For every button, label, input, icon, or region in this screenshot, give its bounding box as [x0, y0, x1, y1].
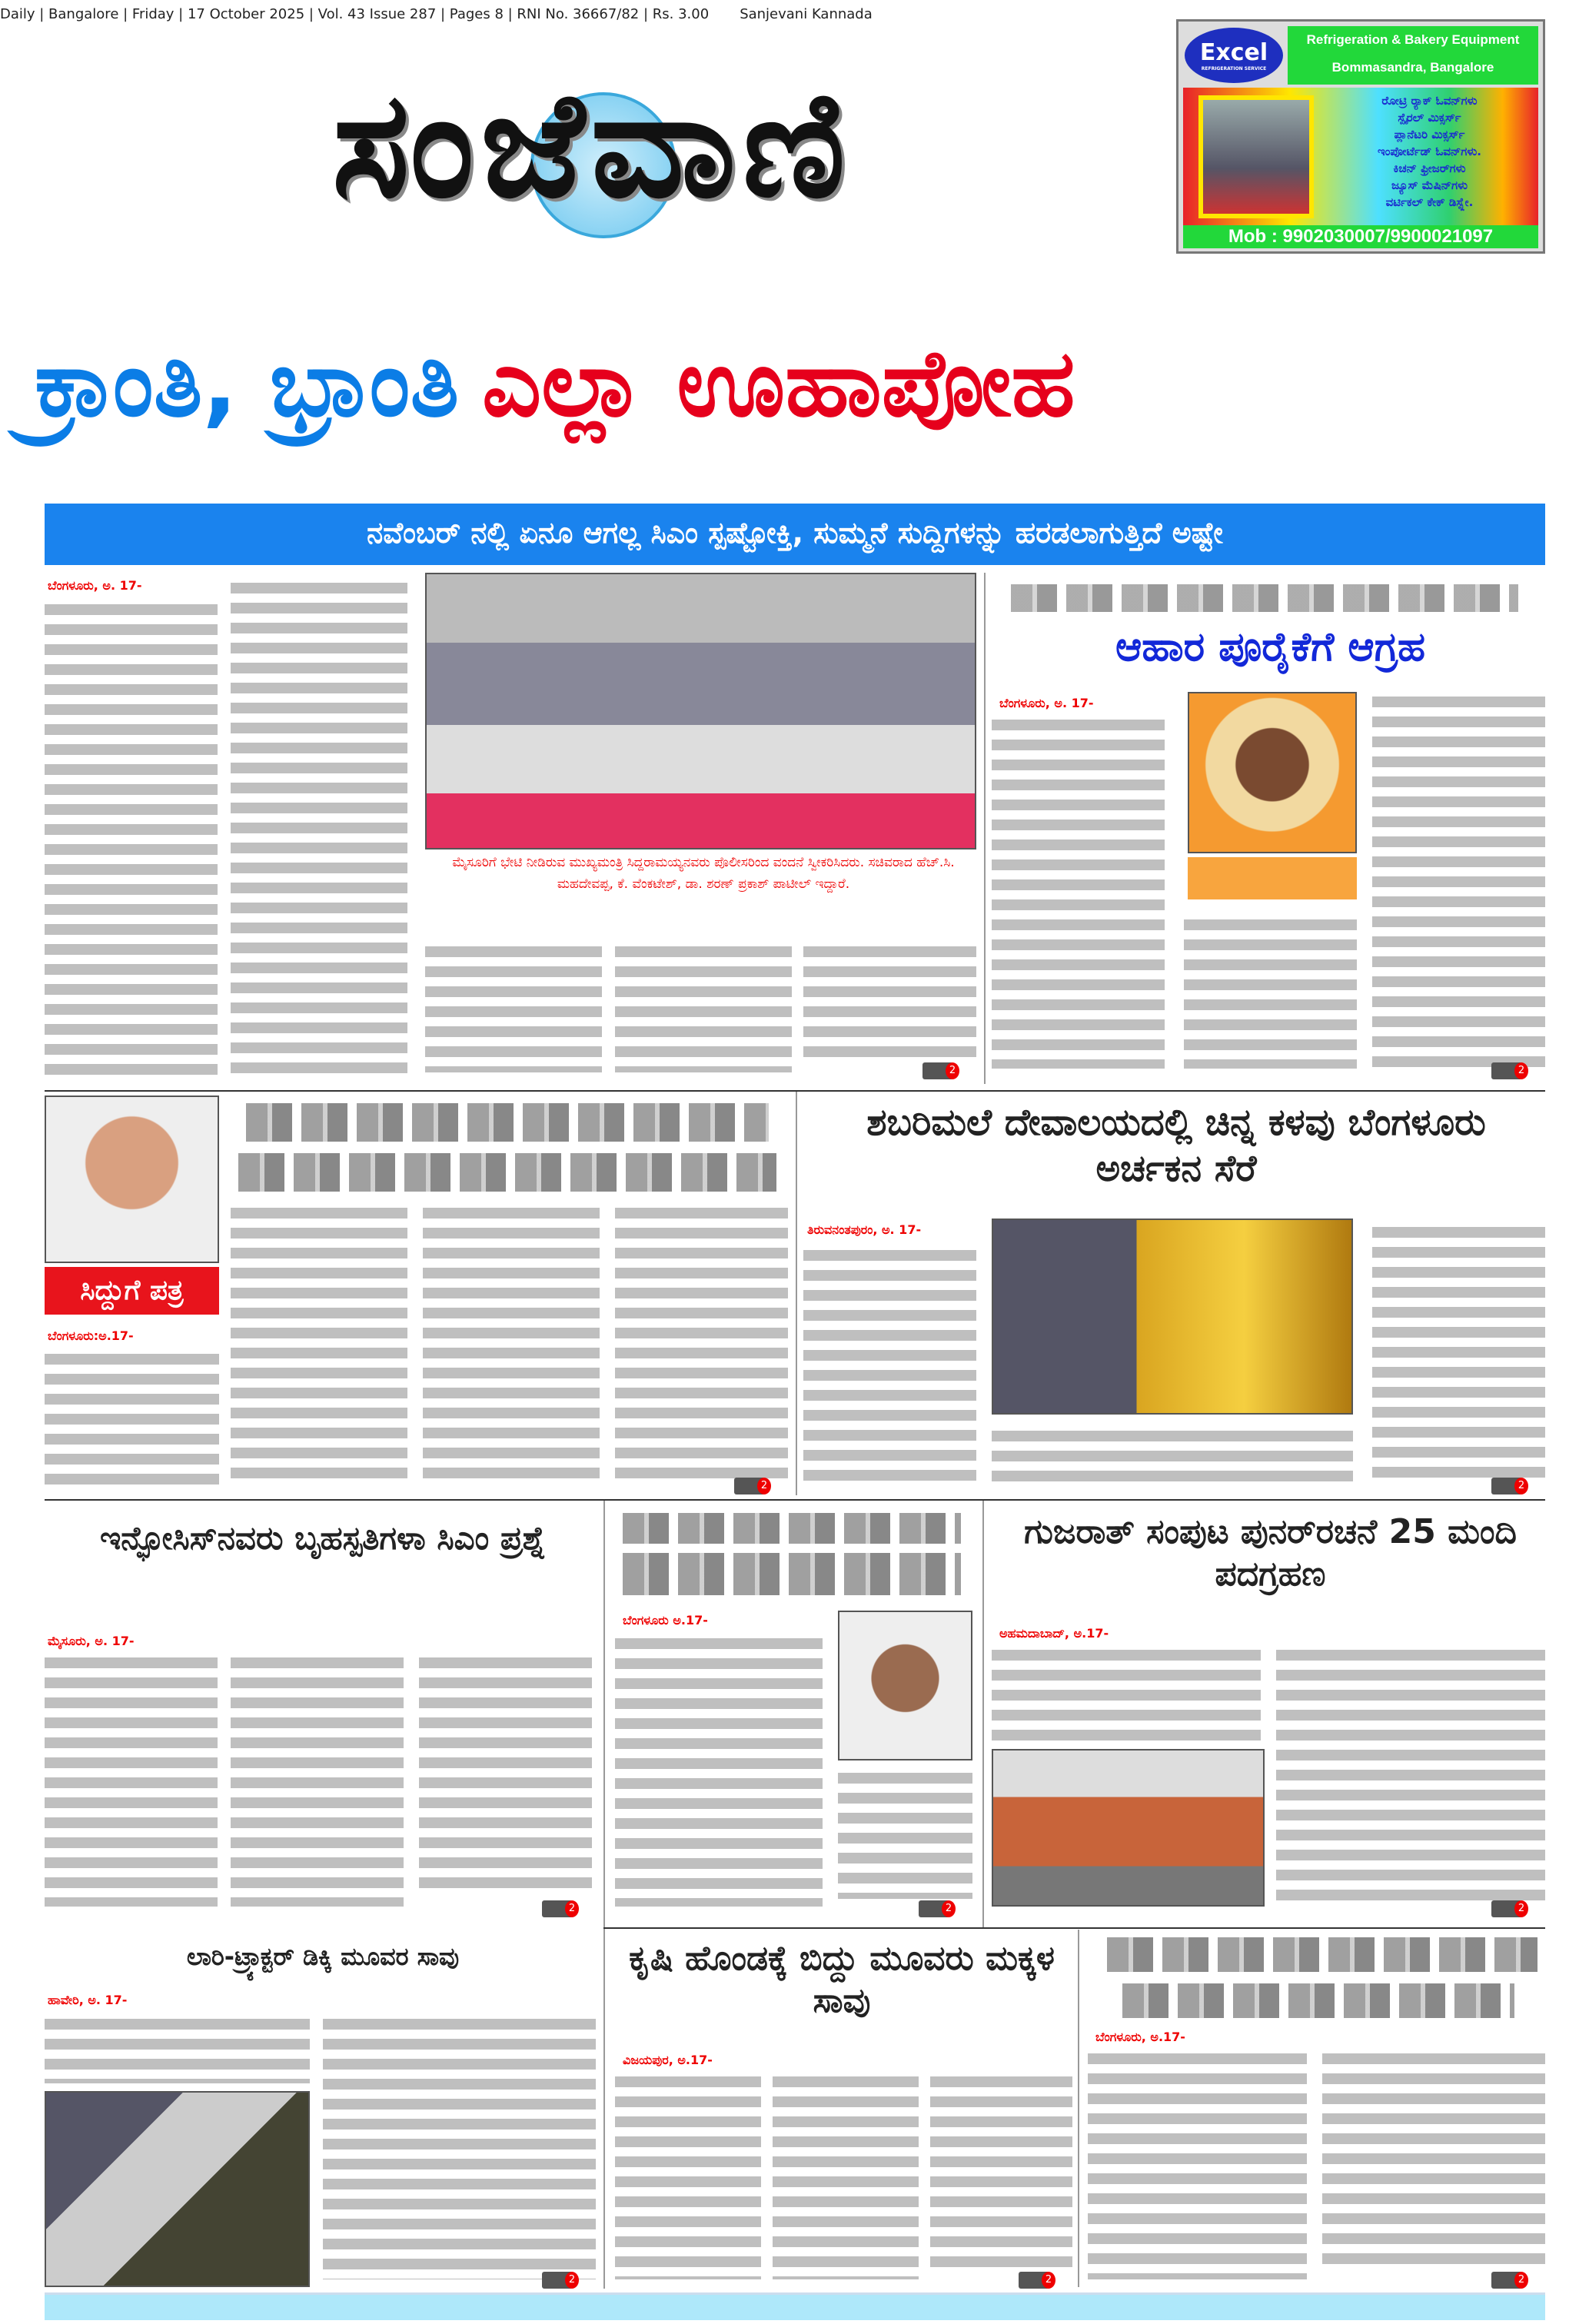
dateline: ವಿಜಯಪುರ, ಅ.17-	[623, 2053, 713, 2067]
ad-item: ಜ್ಯೂಸ್ ಮೆಷಿನ್‌ಗಳು	[1391, 178, 1468, 192]
story-headline: ಗುಜರಾತ್ ಸಂಪುಟ ಪುನರ್‌ರಚನೆ 25 ಮಂದಿ ಪದಗ್ರಹಣ	[1024, 1512, 1517, 1594]
continued-marker	[1491, 2272, 1522, 2289]
portrait-photo	[45, 1096, 219, 1263]
divider	[982, 1501, 984, 1927]
dateline: ಹಾವೇರಿ, ಅ. 17-	[48, 1993, 128, 2007]
masthead: ಸಂಜೆವಾಣಿ	[332, 60, 852, 230]
story-kicker	[1011, 584, 1518, 612]
divider	[796, 1092, 797, 1495]
article-text	[838, 1768, 972, 1899]
divider	[603, 1501, 605, 2289]
continued-marker	[922, 1062, 953, 1079]
story-headline: ಆಹಾರ ಪೂರೈಕೆಗೆ ಆಗ್ರಹ	[1115, 624, 1426, 670]
article-text	[423, 1203, 600, 1488]
article-text	[615, 1634, 823, 1907]
continued-marker	[1491, 1900, 1522, 1917]
article-text	[803, 1245, 976, 1484]
lead-headline	[35, 284, 1549, 484]
ad-item: ವರ್ಟಿಕಲ್ ಕೇಕ್ ಡಿಸ್ಪ್ಲೇ.	[1385, 195, 1474, 209]
dateline: ಬೆಂಗಳೂರು ಅ.17-	[623, 1613, 708, 1627]
ad-item: ರೋಟ್ರಿ ರ್‍ಯಾಕ್ ಓವನ್‌ಗಳು	[1381, 94, 1478, 108]
story-label: ಸಿದ್ದುಗೆ ಪತ್ರ	[45, 1267, 219, 1315]
article-text	[615, 2072, 761, 2279]
dateline: ಬೆಂಗಳೂರು:ಅ.17-	[48, 1328, 134, 1343]
continued-marker	[734, 1478, 765, 1494]
ad-product-image	[1198, 95, 1314, 218]
article-text	[803, 942, 976, 1065]
continued-marker	[919, 1900, 949, 1917]
portrait-photo	[1188, 692, 1357, 853]
article-text	[1372, 692, 1545, 1069]
article-text	[45, 2014, 310, 2083]
story-photo	[45, 2091, 310, 2287]
story-photo	[992, 1219, 1353, 1415]
dateline: ಮೈಸೂರು, ಅ. 17-	[48, 1634, 135, 1648]
article-text	[1322, 2049, 1545, 2268]
advertisement[interactable]	[1176, 19, 1545, 254]
dateline: ಬೆಂಗಳೂರು, ಅ. 17-	[48, 578, 142, 593]
continued-marker	[542, 1900, 573, 1917]
lead-subheadline: ನವೆಂಬರ್ ನಲ್ಲಿ ಏನೂ ಆಗಲ್ಲ ಸಿಎಂ ಸ್ಪಷ್ಟೋಕ್ತಿ, ಸುಮ್ಮನೆ ಸುದ್ದಿಗಳನ್ನು ಹರಡಲಾಗುತ್ತಿದೆ ಅಷ್ಟೇ	[45, 504, 1545, 565]
brand-name: Sanjevani Kannada	[740, 6, 873, 22]
article-text	[231, 1653, 404, 1907]
dateline: ಅಹಮದಾಬಾದ್, ಅ.17-	[999, 1626, 1109, 1641]
article-text	[1276, 1645, 1545, 1907]
portrait-photo	[838, 1611, 972, 1760]
divider	[45, 1090, 1545, 1092]
article-text	[323, 2014, 596, 2279]
story-headline	[623, 1513, 961, 1544]
story-headline: ಶಬರಿಮಲೆ ದೇವಾಲಯದಲ್ಲಿ ಚಿನ್ನ ಕಳವು ಬೆಂಗಳೂರು ಅರ್ಚಕನ ಸೆರೆ	[866, 1101, 1486, 1190]
ad-item: ಕಿಚನ್ ಫ್ರೀಜರ್‌ಗಳು	[1393, 161, 1466, 175]
article-text	[231, 1203, 407, 1488]
article-text	[425, 942, 602, 1072]
ad-logo	[1185, 28, 1283, 83]
article-text	[45, 1349, 219, 1488]
article-text	[45, 600, 218, 1076]
article-text	[1372, 1222, 1545, 1484]
story-headline	[246, 1103, 769, 1142]
photo-caption: ಮೈಸೂರಿಗೆ ಭೇಟಿ ನೀಡಿರುವ ಮುಖ್ಯಮಂತ್ರಿ ಸಿದ್ದರಾಮಯ್ಯನವರು ಪೊಲೀಸರಿಂದ ವಂದನೆ ಸ್ವೀಕರಿಸಿದರು. ಸಚಿವರಾದ ಹೆಚ್.ಸಿ. ಮಹದೇವಪ್ಪ, ಕೆ. ವೆಂಕಟೇಶ್, ಡಾ. ಶರಣ್ ಪ್ರಕಾಶ್ ಪಾಟೀಲ್ ಇದ್ದಾರೆ.	[452, 855, 955, 892]
article-text	[231, 578, 407, 1076]
ad-item: ಪ್ಲಾನೆಟರಿ ಮಿಕ್ಸರ್ಸ್	[1394, 128, 1465, 141]
ad-logo-text: Excel	[1199, 39, 1268, 66]
story-headline: ಲಾರಿ-ಟ್ರ್ಯಾಕ್ಟರ್ ಡಿಕ್ಕಿ ಮೂವರ ಸಾವು	[186, 1942, 460, 1971]
divider	[984, 573, 986, 1084]
article-text	[1088, 2049, 1307, 2279]
story-headline	[623, 1553, 961, 1595]
story-headline	[238, 1153, 776, 1192]
footer-bar	[45, 2292, 1545, 2320]
photo-label	[1188, 857, 1357, 899]
headline-red: ಎಲ್ಲಾ ಊಹಾಪೋಹ	[482, 331, 1075, 437]
continued-marker	[1491, 1478, 1522, 1494]
article-text	[930, 2072, 1072, 2268]
ad-item-list	[1325, 92, 1534, 211]
article-text	[992, 1426, 1353, 1488]
dateline: ಬೆಂಗಳೂರು, ಅ.17-	[1095, 2030, 1185, 2044]
article-text	[773, 2072, 919, 2279]
ad-location: Bommasandra, Bangalore	[1331, 60, 1494, 75]
ad-mobile: Mob : 9902030007/9900021097	[1183, 225, 1538, 248]
lead-photo	[425, 573, 976, 849]
article-text	[615, 942, 792, 1072]
article-text	[45, 1653, 218, 1907]
continued-marker	[1491, 1062, 1522, 1079]
ad-logo-sub: REFRIGERATION SERVICE	[1201, 66, 1267, 71]
continued-marker	[1019, 2272, 1049, 2289]
article-text	[992, 1645, 1261, 1741]
article-text	[992, 715, 1165, 1069]
story-headline	[1107, 1937, 1537, 1972]
dateline: ಬೆಂಗಳೂರು, ಅ. 17-	[999, 696, 1094, 710]
story-photo	[992, 1749, 1265, 1907]
article-text	[419, 1653, 592, 1895]
story-headline: ಕೃಷಿ ಹೊಂಡಕ್ಕೆ ಬಿದ್ದು ಮೂವರು ಮಕ್ಕಳ ಸಾವು	[629, 1939, 1055, 2020]
dateline: ತಿರುವನಂತಪುರಂ, ಅ. 17-	[807, 1222, 922, 1237]
article-text	[615, 1203, 788, 1480]
edition-info: Daily | Bangalore | Friday | 17 October 2025 | Vol. 43 Issue 287 | Pages 8 | RNI No. 36667/82 | Rs. 3.00	[0, 6, 710, 22]
ad-title: Refrigeration & Bakery Equipment	[1306, 32, 1520, 47]
continued-marker	[542, 2272, 573, 2289]
headline-blue: ಕ್ರಾಂತಿ, ಭ್ರಾಂತಿ	[35, 331, 460, 437]
story-headline: ಇನ್ಫೋಸಿಸ್‌ನವರು ಬೃಹಸ್ಪತಿಗಳಾ ಸಿಎಂ ಪ್ರಶ್ನೆ	[99, 1519, 547, 1557]
divider	[1078, 1930, 1079, 2287]
divider	[603, 1927, 1545, 1929]
divider	[45, 1499, 1545, 1501]
story-headline	[1122, 1983, 1514, 2018]
ad-item: ಇಂಪೋರ್ಟೆಡ್ ಓವನ್‌ಗಳು.	[1378, 145, 1481, 158]
article-text	[1184, 915, 1357, 1069]
ad-item: ಸ್ಪೈರಲ್ ಮಿಕ್ಸರ್ಸ್	[1398, 111, 1461, 125]
